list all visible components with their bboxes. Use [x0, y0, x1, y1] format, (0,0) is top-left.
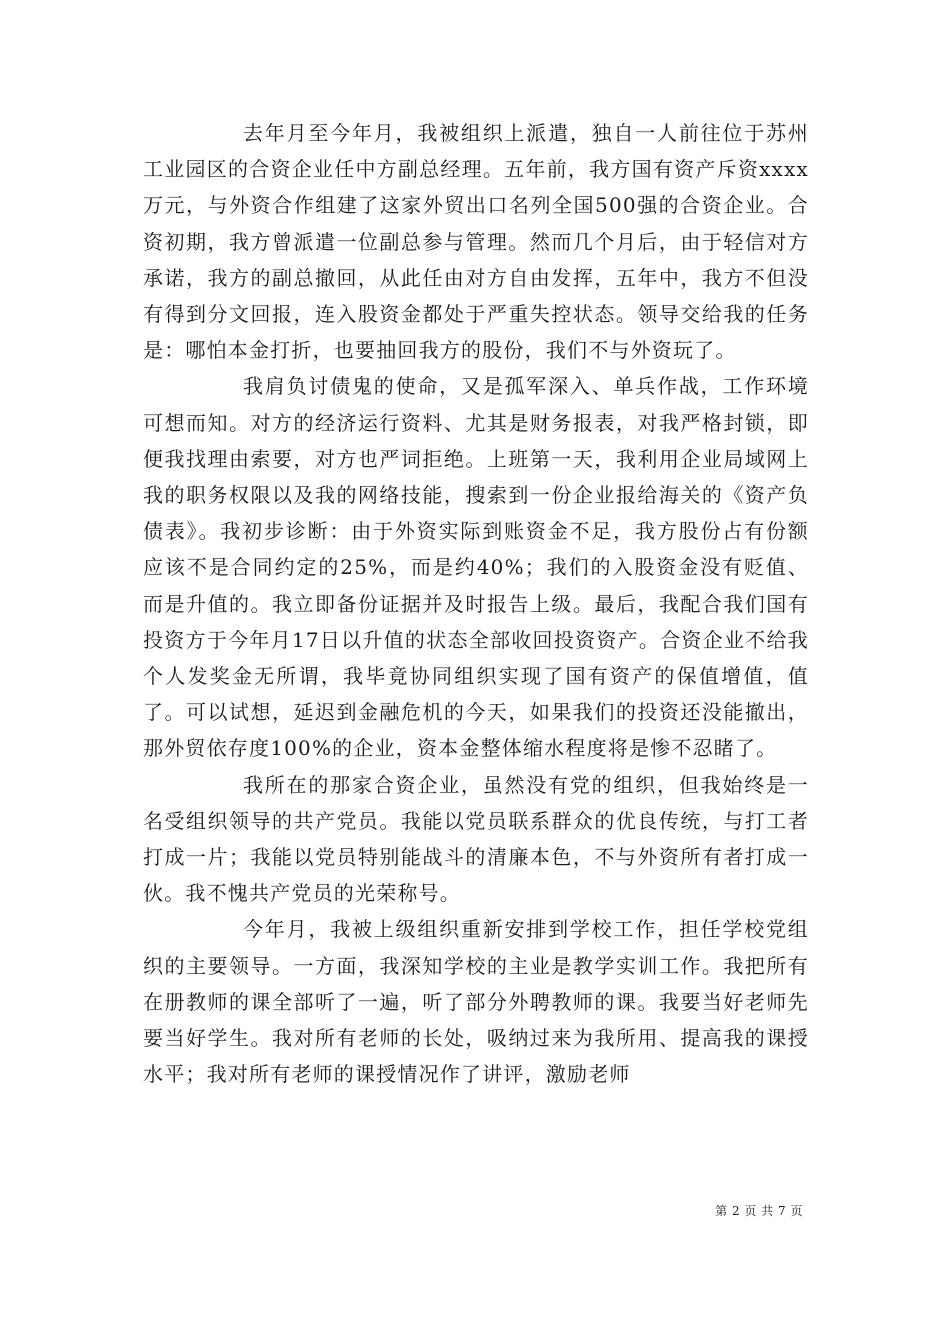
- paragraph-2: 我肩负讨债鬼的使命，又是孤军深入、单兵作战，工作环境可想而知。对方的经济运行资料、尤其是财务报表，对我严格封锁，即便我找理由索要，对方也严词拒绝。上班第一天，我利用企业局域网上我的职务权限以及我的网络技能，搜索到一份企业报给海关的《资产负债表》。我初步诊断：由于外资实际到账资金不足，我方股份占有份额应该不是合同约定的25%，而是约40%；我们的入股资金没有贬值、而是升值的。我立即备份证据并及时报告上级。最后，我配合我们国有投资方于今年月17日以升值的状态全部收回投资资产。合资企业不给我个人发奖金无所谓，我毕竟协同组织实现了国有资产的保值增值，值了。可以试想，延迟到金融危机的今天，如果我们的投资还没能撤出，那外贸依存度100%的企业，资本金整体缩水程度将是惨不忍睹了。: [143, 374, 809, 761]
- document-body: [143, 115, 809, 1092]
- paragraph-4: 今年月，我被上级组织重新安排到学校工作，担任学校党组织的主要领导。一方面，我深知学校的主业是教学实训工作。我把所有在册教师的课全部听了一遍，听了部分外聘教师的课。我要当好老师先要当好学生。我对所有老师的长处，吸纳过来为我所用、提高我的课授水平；我对所有老师的课授情况作了讲评，激励老师: [143, 917, 809, 1087]
- paragraph-3: 我所在的那家合资企业，虽然没有党的组织，但我始终是一名受组织领导的共产党员。我能以党员联系群众的优良传统，与打工者打成一片；我能以党员特别能战斗的清廉本色，不与外资所有者打成一伙。我不愧共产党员的光荣称号。: [143, 772, 809, 906]
- paragraph-1: 去年月至今年月，我被组织上派遣，独自一人前往位于苏州工业园区的合资企业任中方副总经理。五年前，我方国有资产斥资xxxx万元，与外资合作组建了这家外贸出口名列全国500强的合资企业。合资初期，我方曾派遣一位副总参与管理。然而几个月后，由于轻信对方承诺，我方的副总撤回，从此任由对方自由发挥，五年中，我方不但没有得到分文回报，连入股资金都处于严重失控状态。领导交给我的任务是：哪怕本金打折，也要抽回我方的股份，我们不与外资玩了。: [143, 121, 809, 363]
- page-number-footer: 第 2 页 共 7 页: [715, 1204, 803, 1218]
